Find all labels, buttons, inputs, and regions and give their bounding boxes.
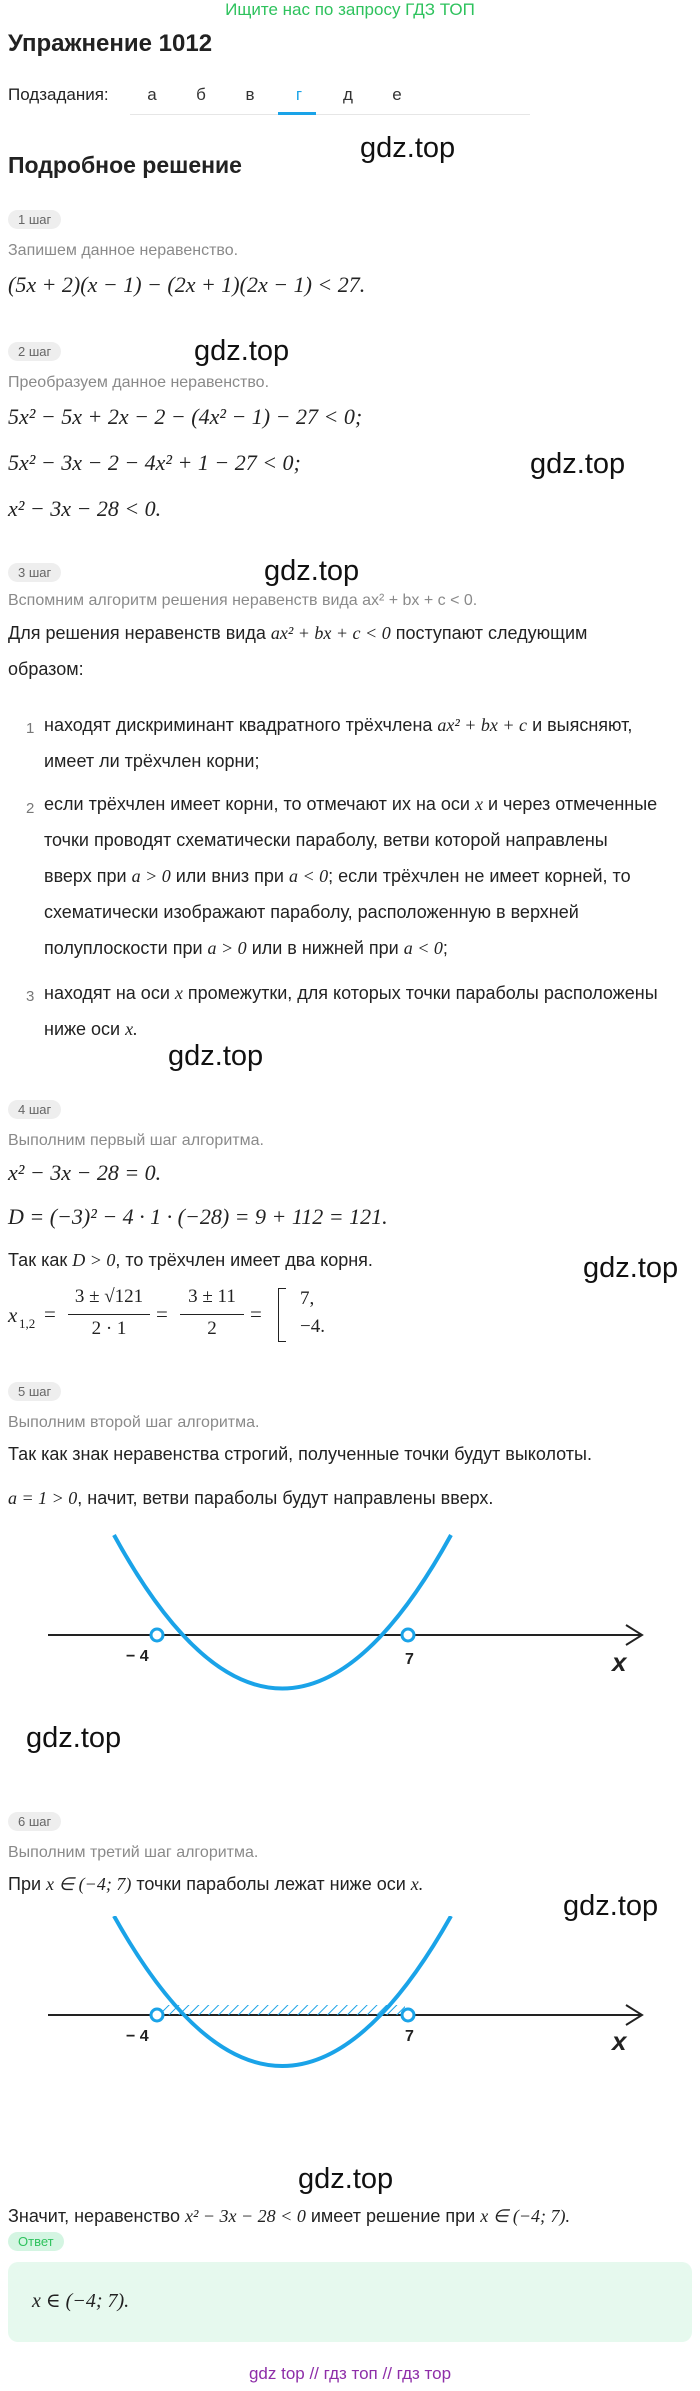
math-line: 5x² − 3x − 2 − 4x² + 1 − 27 < 0; (8, 450, 301, 475)
root-point-left (151, 2009, 163, 2021)
list-item: находят дискриминант квадратного трёхчлена ax² + bx + c и выясняют, имеет ли трёхчлен корни; (44, 715, 633, 771)
axis-label-x: x (612, 2026, 627, 2056)
tick-label-left: − 4 (126, 1648, 149, 1665)
root-point-right (402, 1629, 414, 1641)
step-badge: 4 шаг (8, 1100, 61, 1119)
step-badge: 3 шаг (8, 563, 61, 582)
step-badge: 1 шаг (8, 210, 61, 229)
subtasks-divider (130, 114, 530, 115)
axis-label-x: x (612, 1647, 627, 1677)
exercise-title: Упражнение 1012 (8, 30, 213, 57)
algorithm-intro: Для решения неравенств вида ax² + bx + c < 0 поступают следующим образом: (8, 623, 588, 679)
text-line: Так как знак неравенства строгий, полученные точки будут выколоты. (8, 1444, 592, 1464)
footer-links[interactable]: gdz top // гдз топ // гдз тор (248, 2364, 452, 2383)
active-tab-indicator (278, 112, 316, 115)
math-line: x² − 3x − 28 < 0. (8, 496, 162, 521)
subtask-tab-d[interactable]: д (343, 85, 353, 104)
math-line: D = (−3)² − 4 · 1 · (−28) = 9 + 112 = 121. (8, 1204, 388, 1229)
parabola-curve (114, 1535, 451, 1689)
subtask-tab-g[interactable]: г (295, 85, 303, 104)
tick-label-left: − 4 (126, 2028, 149, 2045)
step-note: Преобразуем данное неравенство. (8, 374, 270, 391)
step-badge: 2 шаг (8, 342, 61, 361)
step-badge: 5 шаг (8, 1382, 61, 1401)
solution-hatch (160, 2005, 405, 2015)
subtasks-label: Подзадания: (8, 85, 109, 104)
watermark: gdz.top (583, 1252, 679, 1284)
text-line: Так как D > 0, то трёхчлен имеет два корня. (8, 1250, 373, 1270)
subtask-tab-v[interactable]: в (245, 85, 255, 104)
root-point-left (151, 1629, 163, 1641)
tick-label-right: 7 (405, 1651, 414, 1668)
promo-banner[interactable]: Ищите нас по запросу ГДЗ ТОП (225, 0, 475, 19)
text-line: При x ∈ (−4; 7) точки параболы лежат ниже оси x. (8, 1874, 424, 1894)
list-item: находят на оси x промежутки, для которых точки параболы расположены ниже оси x. (44, 983, 658, 1039)
list-number: 1 (26, 720, 35, 737)
root-point-right (402, 2009, 414, 2021)
watermark: gdz.top (360, 132, 456, 164)
step-note: Запишем данное неравенство. (8, 242, 239, 259)
list-number: 2 (26, 800, 35, 817)
watermark: gdz.top (264, 555, 360, 587)
subtask-tab-b[interactable]: б (196, 85, 206, 104)
answer-badge: Ответ (8, 2232, 64, 2251)
step-note: Выполним третий шаг алгоритма. (8, 1844, 259, 1861)
solution-graph (0, 1916, 700, 2096)
subtask-tab-e[interactable]: е (392, 85, 402, 104)
text-line: a = 1 > 0, начит, ветви параболы будут направлены вверх. (8, 1488, 494, 1508)
list-number: 3 (26, 988, 35, 1005)
answer-value: x ∈ (−4; 7). (32, 2290, 130, 2312)
parabola-curve (114, 1916, 451, 2066)
section-title: Подробное решение (8, 152, 242, 178)
step-note: Выполним второй шаг алгоритма. (8, 1414, 260, 1431)
watermark: gdz.top (168, 1040, 264, 1072)
conclusion-line: Значит, неравенство x² − 3x − 28 < 0 имеет решение при x ∈ (−4; 7). (8, 2206, 571, 2226)
watermark: gdz.top (194, 335, 290, 367)
watermark: gdz.top (298, 2163, 394, 2195)
step-note: Вспомним алгоритм решения неравенств вида ax² + bx + c < 0. (8, 592, 478, 609)
math-line: 5x² − 5x + 2x − 2 − (4x² − 1) − 27 < 0; (8, 404, 363, 429)
watermark: gdz.top (26, 1722, 122, 1754)
watermark: gdz.top (563, 1890, 659, 1922)
step-badge: 6 шаг (8, 1812, 61, 1831)
parabola-graph (0, 1530, 700, 1730)
math-line: (5x + 2)(x − 1) − (2x + 1)(2x − 1) < 27. (8, 272, 366, 297)
math-line: x² − 3x − 28 = 0. (8, 1160, 162, 1185)
tick-label-right: 7 (405, 2028, 414, 2045)
list-item: если трёхчлен имеет корни, то отмечают их на оси x и через отмеченные точки проводят схематически параболу, ветви которой направлены вверх при a > 0 или вниз при a < 0; если трёхчлен не имеет корней, то схематически изображают параболу, расположенную в верхней полуплоскости при a > 0 или в нижней при a < 0; (44, 794, 658, 958)
roots-formula: x 1,2 = 3 ± √121 2 · 1 = 3 ± 11 2 = 7, −4. (8, 1286, 408, 1346)
watermark: gdz.top (530, 448, 626, 480)
subtask-tab-a[interactable]: а (147, 85, 157, 104)
step-note: Выполним первый шаг алгоритма. (8, 1132, 264, 1149)
